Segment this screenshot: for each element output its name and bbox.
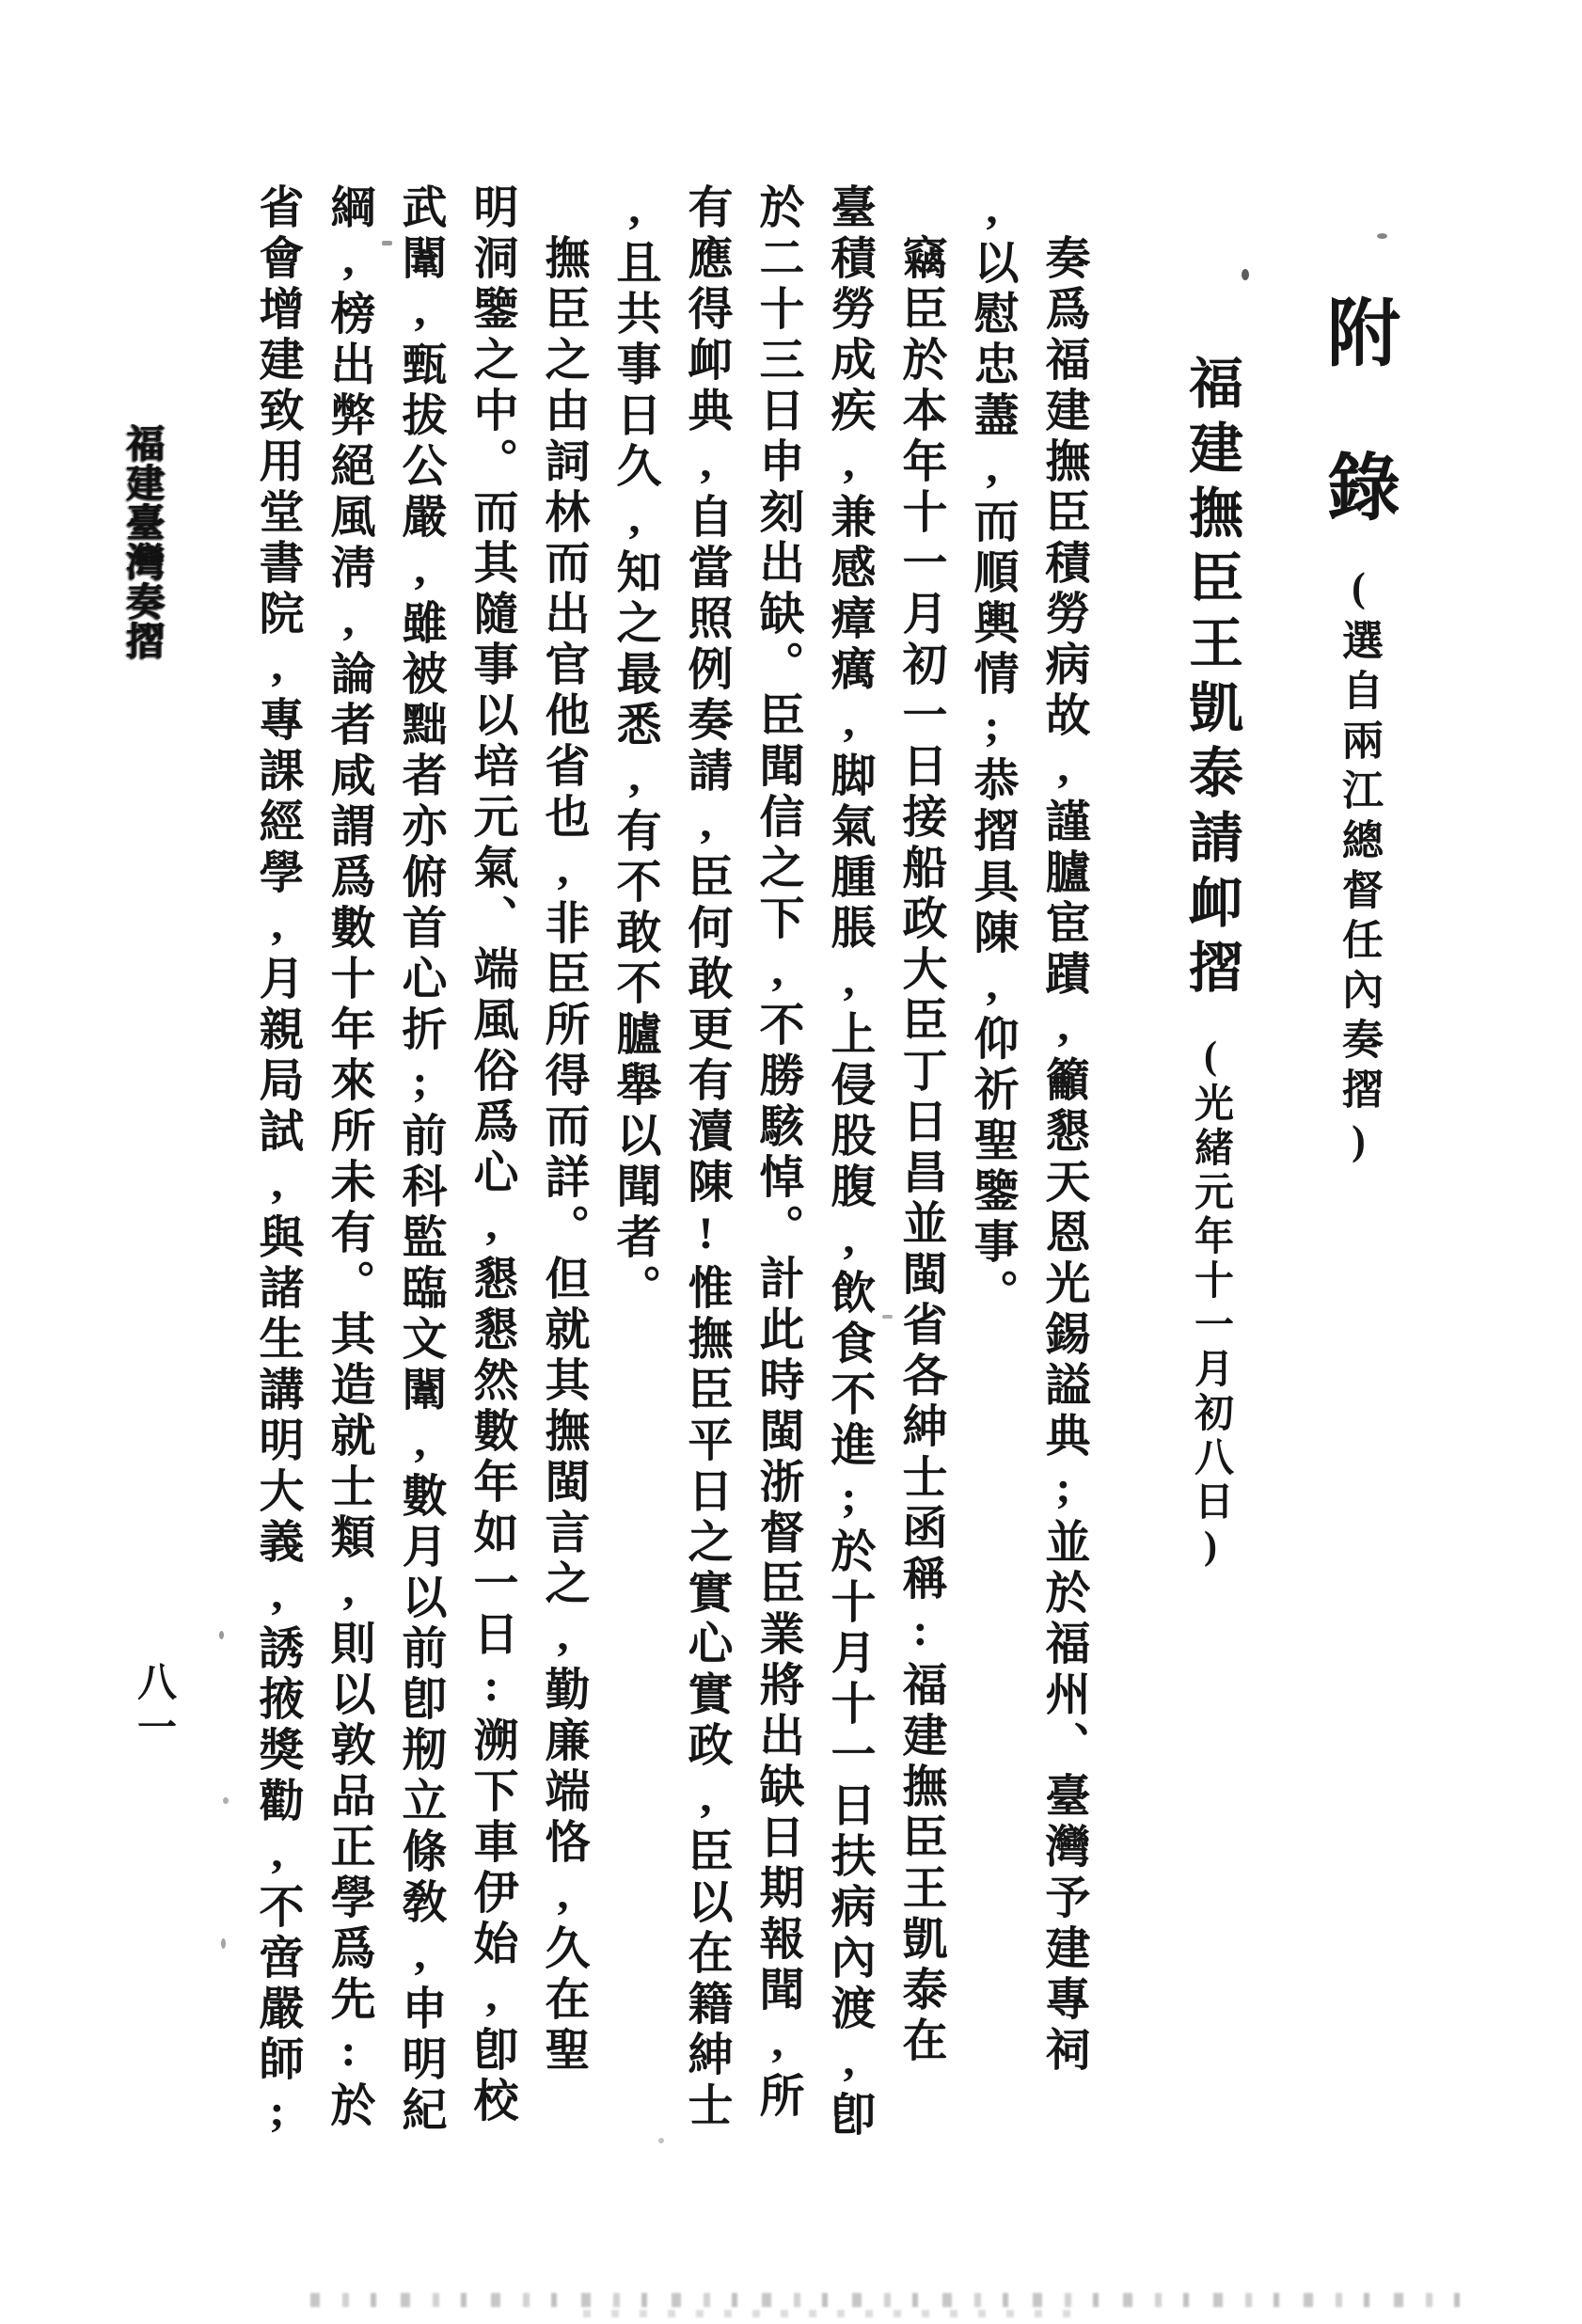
text-column: 撫臣之由詞林而出官他省也,非臣所得而詳。但就其撫閩言之,勤廉端恪,久在聖 [538,234,588,2077]
scan-artifact [219,1631,224,1639]
text-column: ,且共事日久,知之最悉,有不敢不臚舉以聞者。 [609,183,659,1315]
book-spine-label: 福建臺灣奏摺 [120,423,164,660]
scan-artifact [221,1938,226,1949]
text-column: 綱,榜出弊絕風淸,論者咸謂爲數十年來所未有。其造就士類,則以敦品正學爲先:於 [324,183,373,2132]
scan-artifact [1377,233,1387,239]
section-title: 附錄 [1317,294,1399,603]
memorial-date-note: (光緒元年十一月初八日) [1189,1035,1232,1573]
text-column: ,以慰忠藎,而順輿情;恭摺具陳,仰祈聖鑒事。 [967,183,1017,1320]
text-column: 有應得卹典,自當照例奏請,臣何敢更有瀆陳!惟撫臣平日之實心實政,臣以在籍紳士 [681,183,731,2132]
text-column: 竊臣於本年十一月初一日接船政大臣丁日昌並閩省各紳士函稱:福建撫臣王凱泰在 [895,234,945,2067]
scan-artifact-noise-band [583,2310,1091,2317]
memorial-title: 福建撫臣王凱泰請卹摺 [1180,355,1242,1004]
text-column: 臺積勞成疾,兼感瘴癘,脚氣腫脹,上侵股腹,飲食不進;於十月十一日扶病內渡,卽 [824,183,874,2142]
text-column: 明洞鑒之中。而其隨事以培元氣、端風俗爲心,懇懇然數年如一日:溯下車伊始,卽校 [467,183,516,2127]
scan-artifact [382,241,392,245]
scan-artifact [223,1797,229,1804]
scan-artifact [658,2138,664,2143]
page-number: 八一 [132,1661,175,1751]
scan-artifact [1242,269,1249,280]
text-column: 省會增建致用堂書院,專課經學,月親局試,與諸生講明大義,誘掖獎勸,不啻嚴師; [252,183,302,2142]
section-title-note: (選自兩江總督任內奏摺) [1336,564,1382,1172]
text-column: 武闈,甄拔公嚴,雖被黜者亦俯首心折;前科監臨文闈,數月以前卽剏立條敎,申明紀 [395,183,445,2137]
memorial-body [241,183,1099,2253]
scan-artifact-noise-band [310,2293,1477,2307]
text-column: 奏爲福建撫臣積勞病故,謹臚宦蹟,籲懇天恩光錫謚典;並於福州、臺灣予建專祠 [1038,234,1088,2077]
text-column: 於二十三日申刻出缺。臣聞信之下,不勝駭悼。計此時閩浙督臣業將出缺日期報聞,所 [752,183,802,2123]
scan-artifact [882,1315,893,1319]
